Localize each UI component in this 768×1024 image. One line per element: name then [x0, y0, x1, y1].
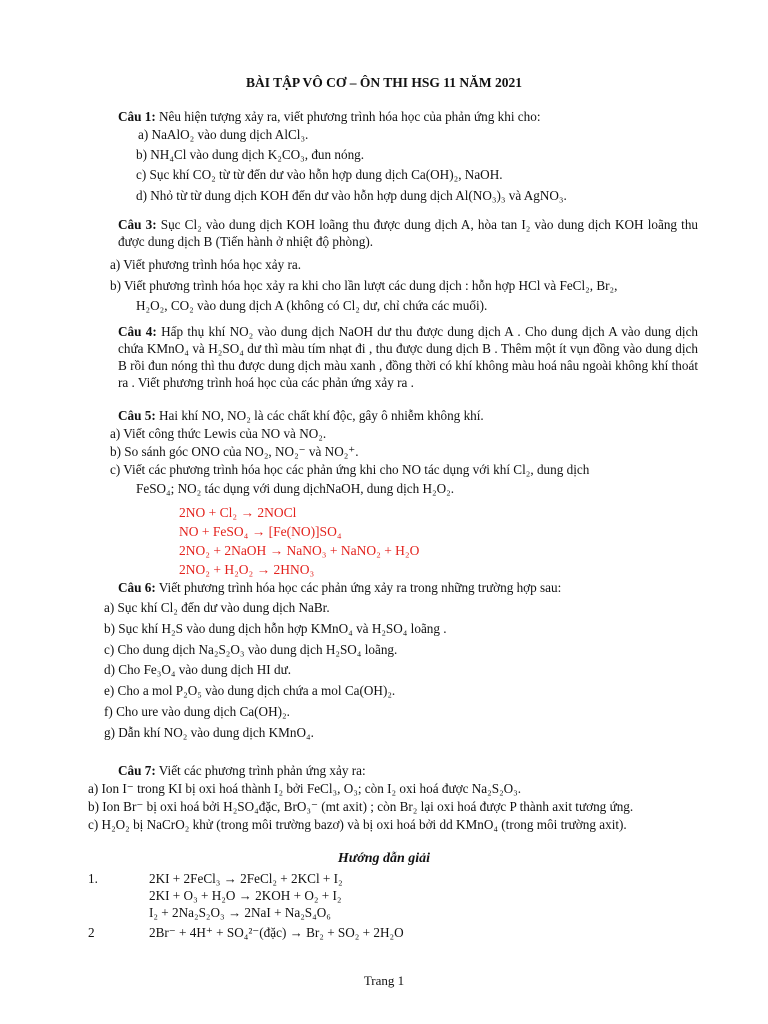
question-3: [118, 216, 698, 250]
list-item: a) Viết phương trình hóa học xảy ra.: [110, 257, 302, 272]
question-5: [118, 408, 484, 424]
question-label: Câu 3:: [118, 217, 157, 232]
guide-equation: 2Br⁻ + 4H⁺ + SO₄²⁻(đặc) → Br₂ + SO₂ + 2H₂O: [149, 925, 404, 940]
list-item: c) Cho dung dịch Na₂S₂O₃ vào dung dịch H₂SO₄ loãng.: [104, 642, 398, 657]
list-item: a) Viết công thức Lewis của NO và NO₂.: [110, 426, 327, 441]
list-item: g) Dẫn khí NO₂ vào dung dịch KMnO₄.: [104, 725, 314, 740]
question-1: [118, 109, 541, 125]
guide-row-number: 2: [88, 925, 95, 940]
list-item: d) Nhỏ từ từ dung dịch KOH đến dư vào hỗn hợp dung dịch Al(NO₃)₃ và AgNO₃.: [136, 188, 567, 203]
question-text: Nêu hiện tượng xảy ra, viết phương trình hóa học của phản ứng khi cho:: [159, 109, 541, 124]
list-item: a) Ion I⁻ trong KI bị oxi hoá thành I₂ bởi FeCl₃, O₃; còn I₂ oxi hoá được Na₂S₂O₃.: [88, 781, 522, 796]
question-label: Câu 5:: [118, 408, 156, 423]
question-text: Viết các phương trình phản ứng xảy ra:: [158, 763, 366, 778]
list-item: FeSO₄; NO₂ tác dụng với dung dịchNaOH, dung dịch H₂O₂.: [136, 481, 455, 496]
list-item: c) H₂O₂ bị NaCrO₂ khử (trong môi trường bazơ) và bị oxi hoá bởi dd KMnO₄ (trong môi trường axit).: [88, 817, 627, 832]
guide-row-number: 1.: [88, 871, 98, 886]
answer-equation: 2NO₂ + 2NaOH → NaNO₃ + NaNO₂ + H₂O: [179, 543, 420, 558]
answer-equation: 2NO₂ + H₂O₂ → 2HNO₃: [179, 562, 315, 577]
list-item: H₂O₂, CO₂ vào dung dịch A (không có Cl₂ dư, chỉ chứa các muối).: [136, 298, 488, 313]
list-item: b) Ion Br⁻ bị oxi hoá bởi H₂SO₄đặc, BrO₃⁻ (mt axit) ; còn Br₂ lại oxi hoá được P thành axit tương ứng.: [88, 799, 634, 814]
guide-equation: 2KI + 2FeCl₃ → 2FeCl₂ + 2KCl + I₂: [149, 871, 343, 886]
question-label: Câu 1:: [118, 109, 156, 124]
answer-equation: NO + FeSO₄ → [Fe(NO)]SO₄: [179, 524, 342, 539]
list-item: c) Viết các phương trình hóa học các phản ứng khi cho NO tác dụng với khí Cl₂, dung dịch: [110, 462, 590, 477]
list-item: b) Viết phương trình hóa học xảy ra khi cho lần lượt các dung dịch : hỗn hợp HCl và FeCl₂, Br₂,: [110, 278, 618, 293]
question-text: Sục Cl₂ vào dung dịch KOH loãng thu được dung dịch A, hòa tan I₂ vào dung dịch KOH loãng thu được dung dịch B (Tiến hành ở nhiệt độ phòng).: [118, 217, 699, 249]
question-text: Hai khí NO, NO₂ là các chất khí độc, gây ô nhiễm không khí.: [159, 408, 484, 423]
question-7: [118, 763, 366, 779]
list-item: a) NaAlO₂ vào dung dịch AlCl₃.: [138, 127, 309, 142]
list-item: d) Cho Fe₃O₄ vào dung dịch HI dư.: [104, 662, 292, 677]
list-item: e) Cho a mol P₂O₅ vào dung dịch chứa a mol Ca(OH)₂.: [104, 683, 396, 698]
question-6: [118, 580, 561, 596]
list-item: b) So sánh góc ONO của NO₂, NO₂⁻ và NO₂⁺.: [110, 444, 359, 459]
list-item: a) Sục khí Cl₂ đến dư vào dung dịch NaBr.: [104, 600, 330, 615]
list-item: c) Sục khí CO₂ từ từ đến dư vào hỗn hợp dung dịch Ca(OH)₂, NaOH.: [136, 167, 503, 182]
list-item: f) Cho ure vào dung dịch Ca(OH)₂.: [104, 704, 290, 719]
guide-equation: I₂ + 2Na₂S₂O₃ → 2NaI + Na₂S₄O₆: [149, 905, 331, 920]
page-title: BÀI TẬP VÔ CƠ – ÔN THI HSG 11 NĂM 2021: [245, 75, 523, 90]
guide-equation: 2KI + O₃ + H₂O → 2KOH + O₂ + I₂: [149, 888, 342, 903]
question-text: Viết phương trình hóa học các phản ứng xảy ra trong những trường hợp sau:: [158, 580, 562, 595]
list-item: b) NH₄Cl vào dung dịch K₂CO₃, đun nóng.: [136, 147, 365, 162]
question-4: [118, 323, 698, 391]
list-item: b) Sục khí H₂S vào dung dịch hỗn hợp KMnO₄ và H₂SO₄ loãng .: [104, 621, 447, 636]
answer-equation: 2NO + Cl₂ → 2NOCl: [179, 505, 297, 520]
question-text: Hấp thụ khí NO₂ vào dung dịch NaOH dư thu được dung dịch A . Cho dung dịch A vào dung dịch chứa KMnO₄ và H₂SO₄ dư thì màu tím nhạt đi , thu được dung dịch B . Thêm một ít vụn đồng vào dung dịch B rồi đun nóng thì thu được dung dịch màu xanh , đồng thời có khí không màu hoá nâu ngoài không khí thoát ra . Viết phương trình hoá học của các phản ứng xảy ra .: [118, 324, 699, 390]
page-number: Trang 1: [363, 973, 405, 988]
question-label: Câu 6:: [118, 580, 156, 595]
guide-title: Hướng dẫn giải: [337, 851, 431, 866]
question-label: Câu 4:: [118, 324, 157, 339]
question-label: Câu 7:: [118, 763, 156, 778]
